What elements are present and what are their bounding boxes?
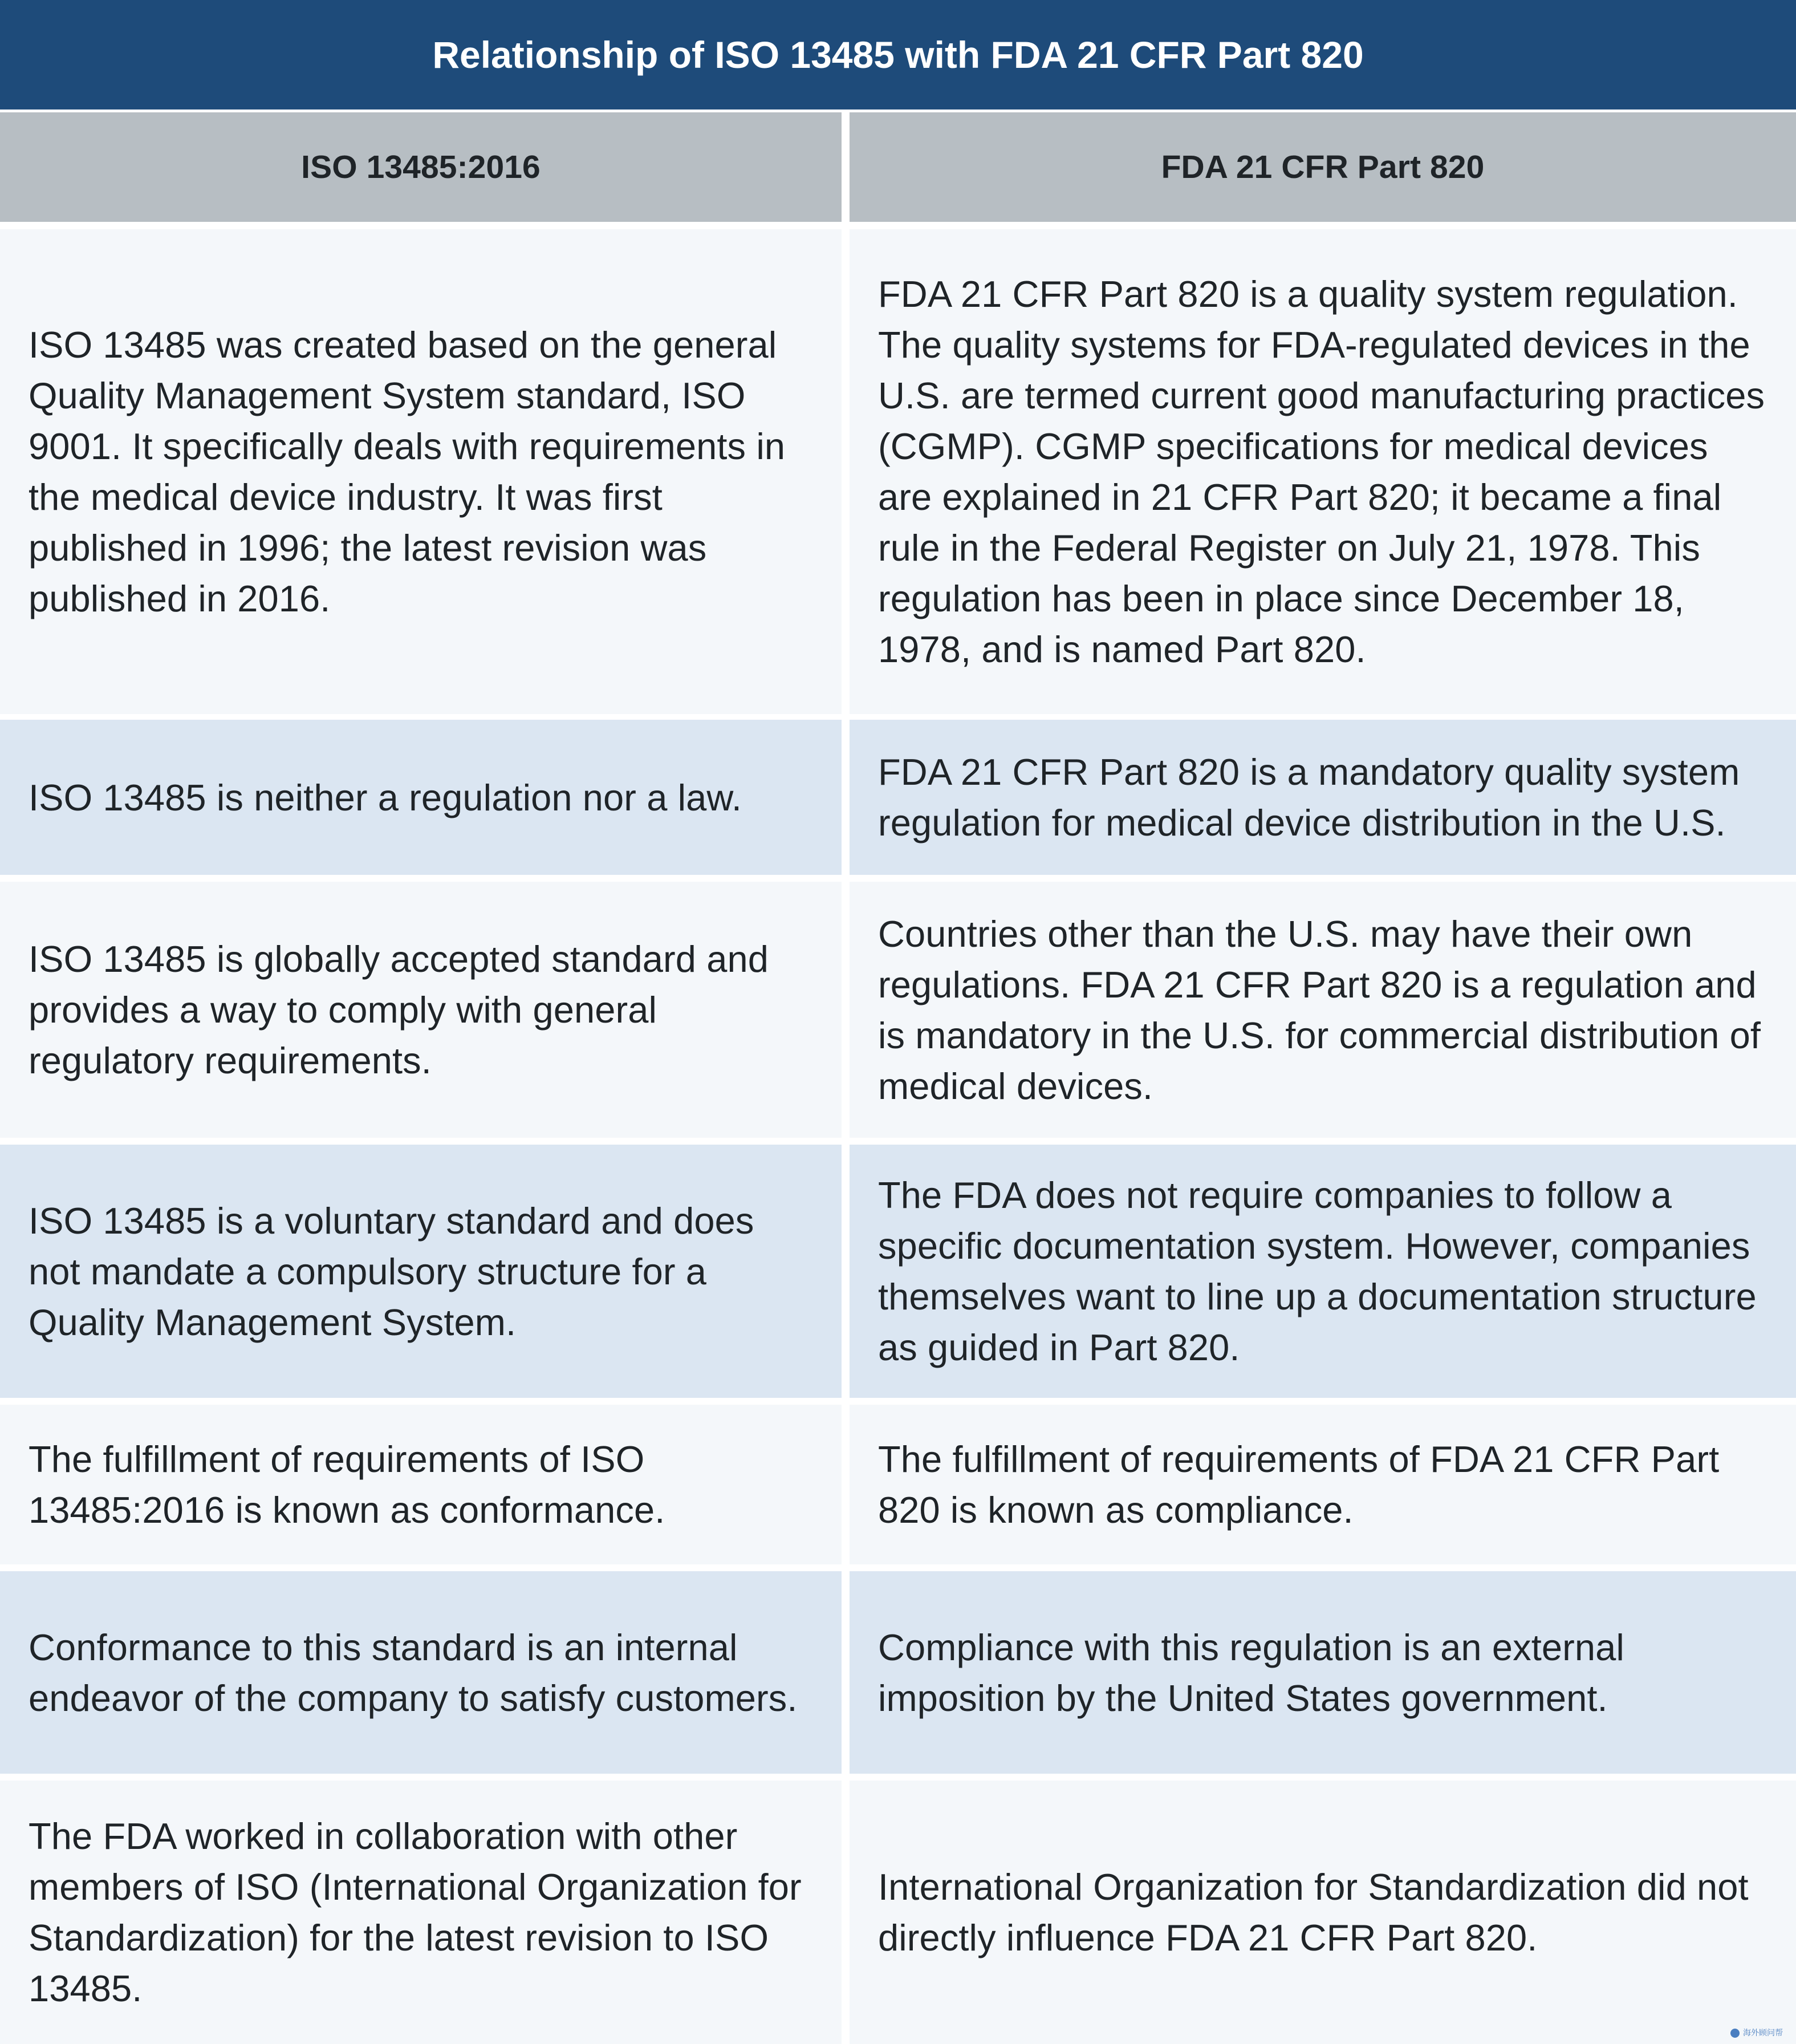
row-6-fda: Compliance with this regulation is an external imposition by the United States government. [850,1571,1796,1774]
table-row-2 [0,720,1796,875]
row-7-fda: International Organization for Standardization did not directly influence FDA 21 CFR Part 820. [850,1781,1796,2044]
source-watermark [1730,2027,1790,2039]
row-3-iso: ISO 13485 is globally accepted standard and provides a way to comply with general regulatory requirements. [0,882,842,1138]
row-5-fda: The fulfillment of requirements of FDA 21 CFR Part 820 is known as compliance. [850,1405,1796,1564]
header-iso: ISO 13485:2016 [0,112,842,222]
row-2-fda: FDA 21 CFR Part 820 is a mandatory quality system regulation for medical device distribution in the U.S. [850,720,1796,875]
row-1-iso: ISO 13485 was created based on the general Quality Management System standard, ISO 9001. It specifically deals with requirements in the medical device industry. It was first published in 1996; the latest revision was published in 2016. [0,229,842,714]
header-fda: FDA 21 CFR Part 820 [850,112,1796,222]
table-header-row [0,112,1796,222]
table-row-3 [0,882,1796,1138]
table-row-1 [0,229,1796,714]
comparison-table [0,112,1796,2044]
watermark-text: 海外顾问帮 [1743,2029,1783,2038]
row-1-fda: FDA 21 CFR Part 820 is a quality system regulation. The quality systems for FDA-regulated devices in the U.S. are termed current good manufacturing practices (CGMP). CGMP specifications for medical devices are explained in 21 CFR Part 820; it became a final rule in the Federal Register on July 21, 1978. This regulation has been in place since December 18, 1978, and is named Part 820. [850,229,1796,714]
row-5-iso: The fulfillment of requirements of ISO 13485:2016 is known as conformance. [0,1405,842,1564]
row-4-fda: The FDA does not require companies to follow a specific documentation system. However, companies themselves want to line up a documentation structure as guided in Part 820. [850,1145,1796,1398]
table-row-5 [0,1405,1796,1564]
row-2-iso: ISO 13485 is neither a regulation nor a law. [0,720,842,875]
row-7-iso: The FDA worked in collaboration with other members of ISO (International Organization for Standardization) for the latest revision to ISO 13485. [0,1781,842,2044]
row-4-iso: ISO 13485 is a voluntary standard and does not mandate a compulsory structure for a Quality Management System. [0,1145,842,1398]
watermark-logo-icon [1730,2029,1740,2038]
row-3-fda: Countries other than the U.S. may have their own regulations. FDA 21 CFR Part 820 is a regulation and is mandatory in the U.S. for commercial distribution of medical devices. [850,882,1796,1138]
table-title: Relationship of ISO 13485 with FDA 21 CFR Part 820 [0,0,1796,112]
table-row-6 [0,1571,1796,1774]
table-row-7 [0,1781,1796,2044]
table-row-4 [0,1145,1796,1398]
row-6-iso: Conformance to this standard is an internal endeavor of the company to satisfy customers. [0,1571,842,1774]
